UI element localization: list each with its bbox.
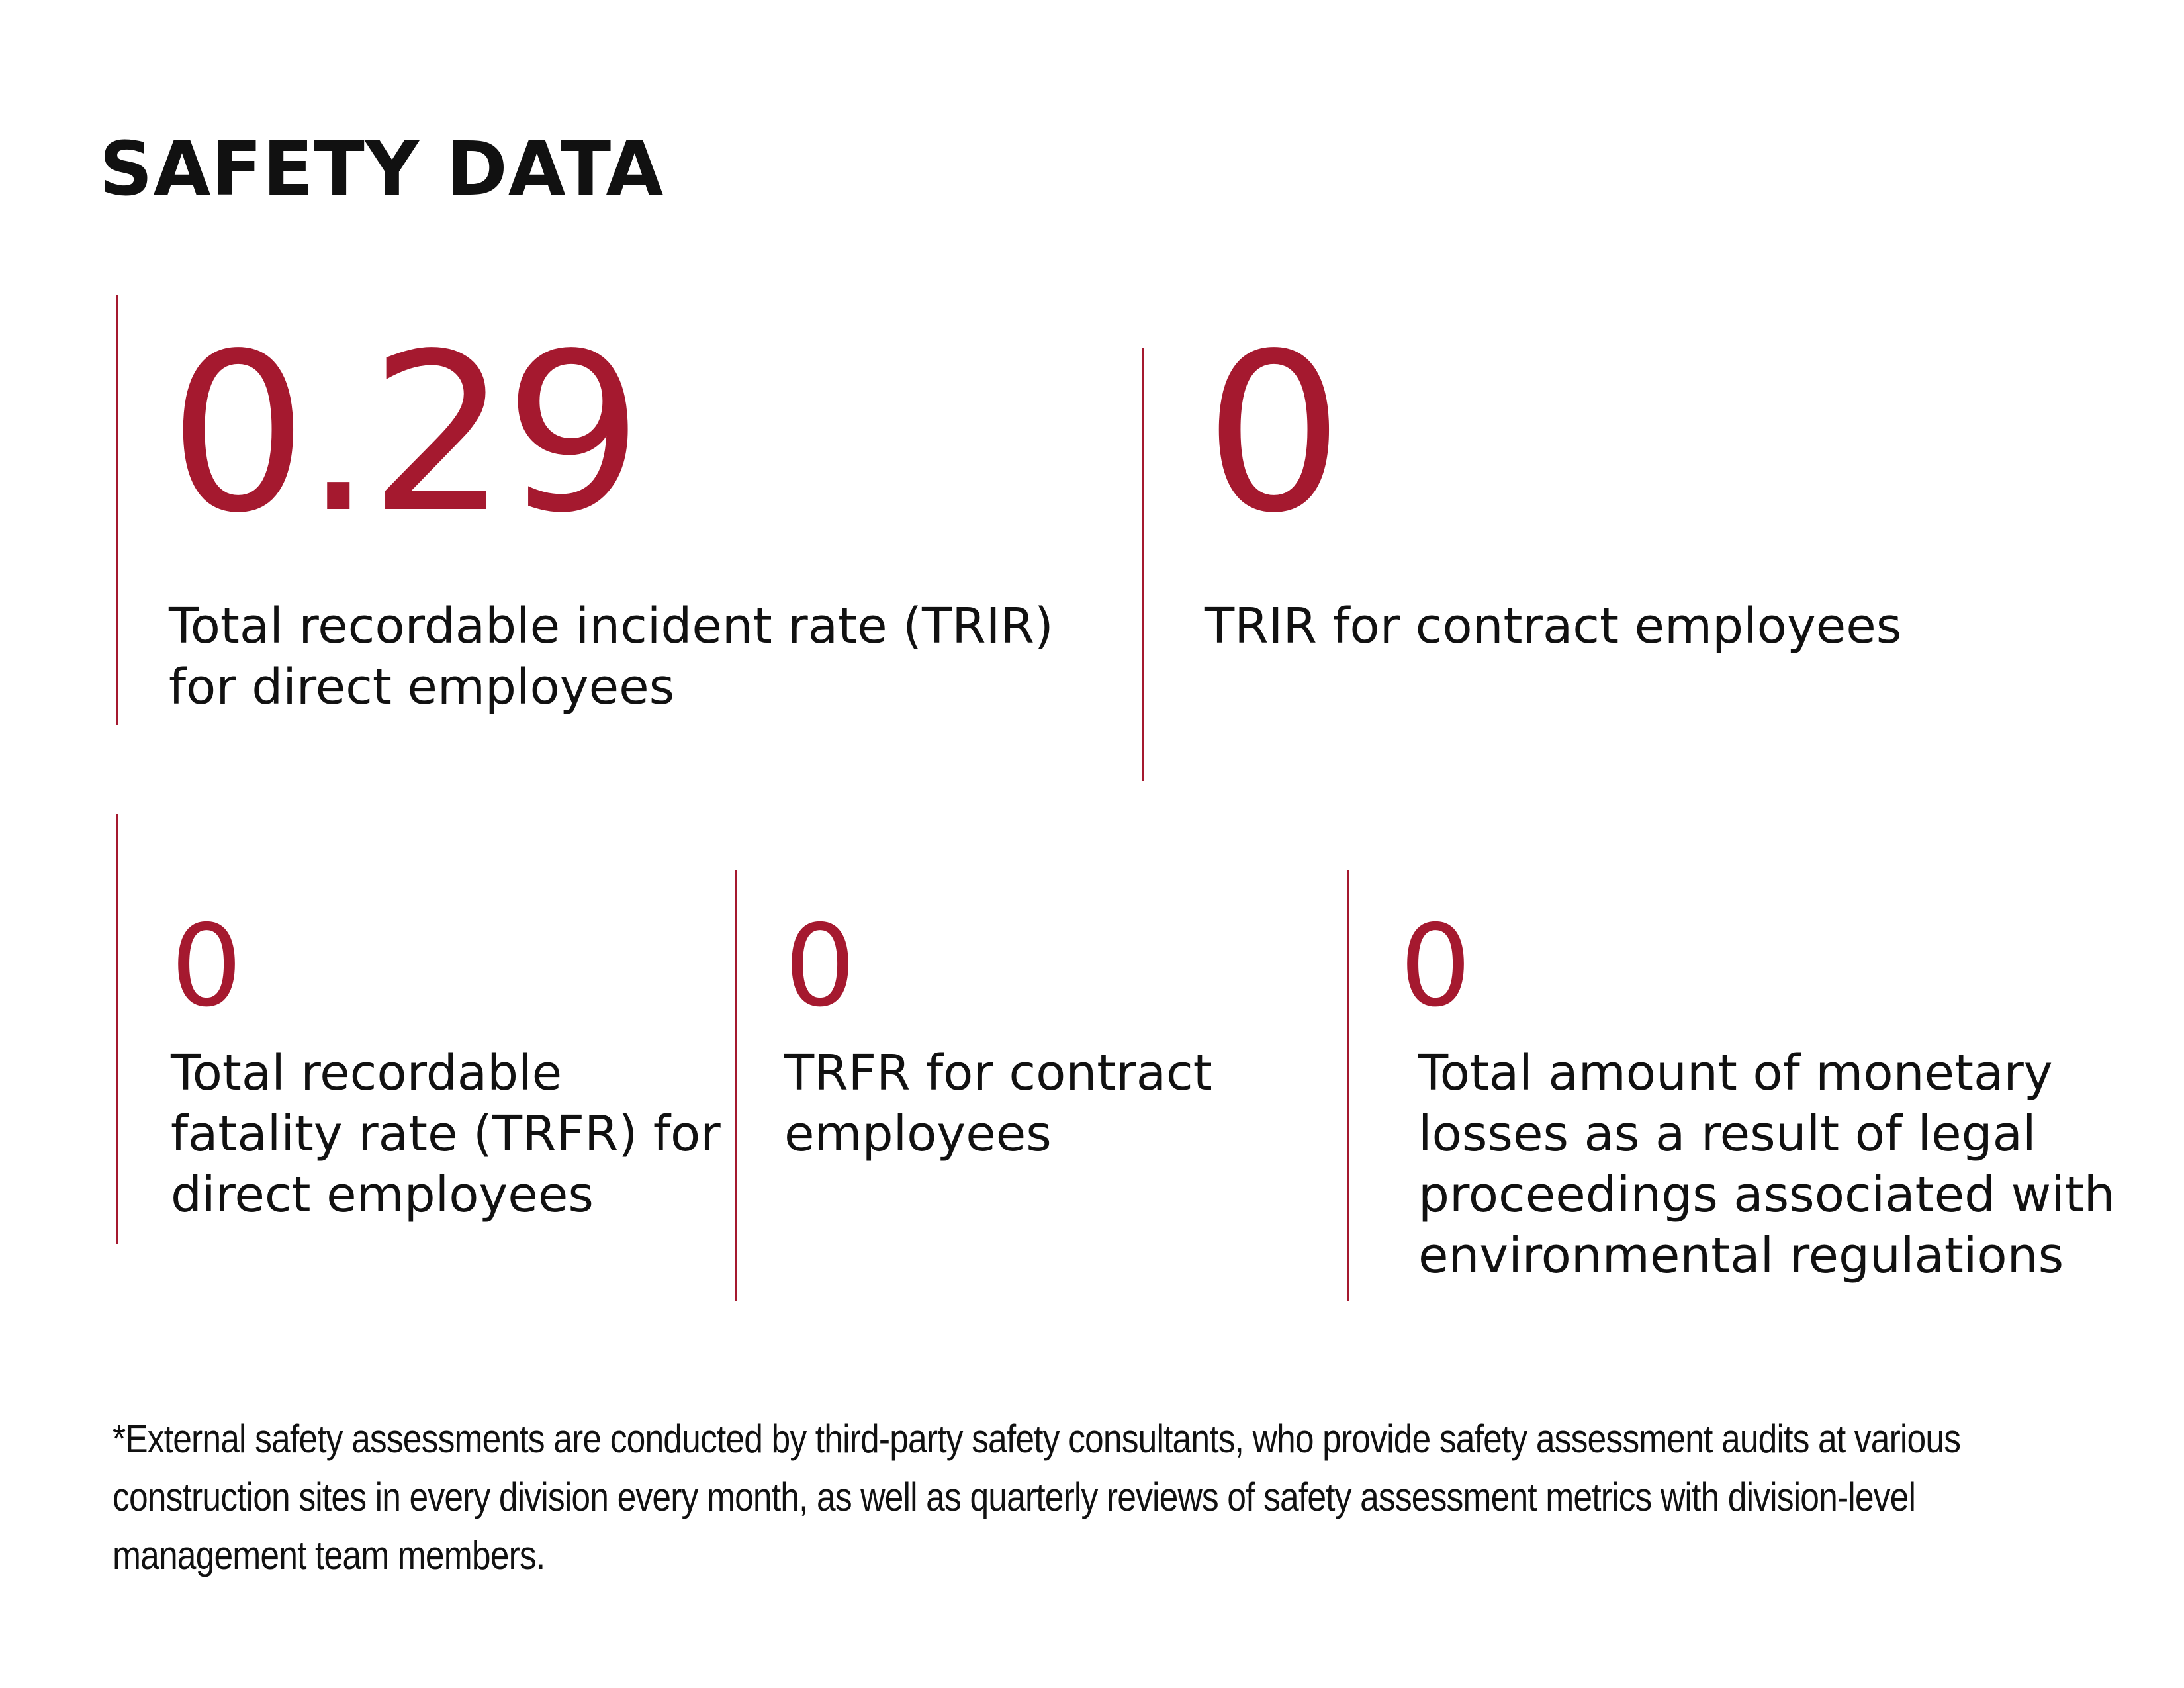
stat-value-trir-direct: 0.29 bbox=[169, 306, 639, 561]
stat-trir-contract bbox=[1205, 306, 1902, 657]
stat-value-monetary-losses: 0 bbox=[1400, 901, 1472, 1032]
stat-trir-direct bbox=[169, 306, 1054, 718]
stat-label-trir-direct: Total recordable incident rate (TRIR) for direct employees bbox=[169, 598, 1054, 716]
stat-label-monetary-losses: Total amount of monetary losses as a result of legal proceedings associated with environmental regulations bbox=[1418, 1045, 2115, 1284]
divider-trfr-direct bbox=[116, 814, 118, 1244]
stat-label-trir-contract: TRIR for contract employees bbox=[1205, 598, 1902, 655]
divider-monetary-losses bbox=[1347, 870, 1349, 1301]
stat-value-trfr-contract: 0 bbox=[784, 901, 856, 1032]
divider-trir-contract bbox=[1142, 348, 1144, 781]
divider-trfr-contract bbox=[735, 870, 737, 1301]
stat-value-trir-contract: 0 bbox=[1205, 306, 1340, 561]
footnote: *External safety assessments are conducted by third-party safety consultants, who provide safety assessment audits at various construction sites in every division every month, as well as quarterly reviews of safety assessment metrics with division-level management team members. bbox=[113, 1417, 1961, 1577]
stat-value-trfr-direct: 0 bbox=[171, 901, 243, 1032]
page-title: SAFETY DATA bbox=[99, 126, 664, 212]
stat-label-trfr-direct: Total recordable fatality rate (TRFR) for direct employees bbox=[171, 1045, 721, 1223]
stat-monetary-losses bbox=[1400, 901, 2115, 1286]
stat-trfr-contract bbox=[784, 901, 1212, 1164]
stat-trfr-direct bbox=[171, 901, 721, 1225]
stat-label-trfr-contract: TRFR for contract employees bbox=[784, 1045, 1212, 1162]
divider-trir-direct bbox=[116, 295, 118, 725]
